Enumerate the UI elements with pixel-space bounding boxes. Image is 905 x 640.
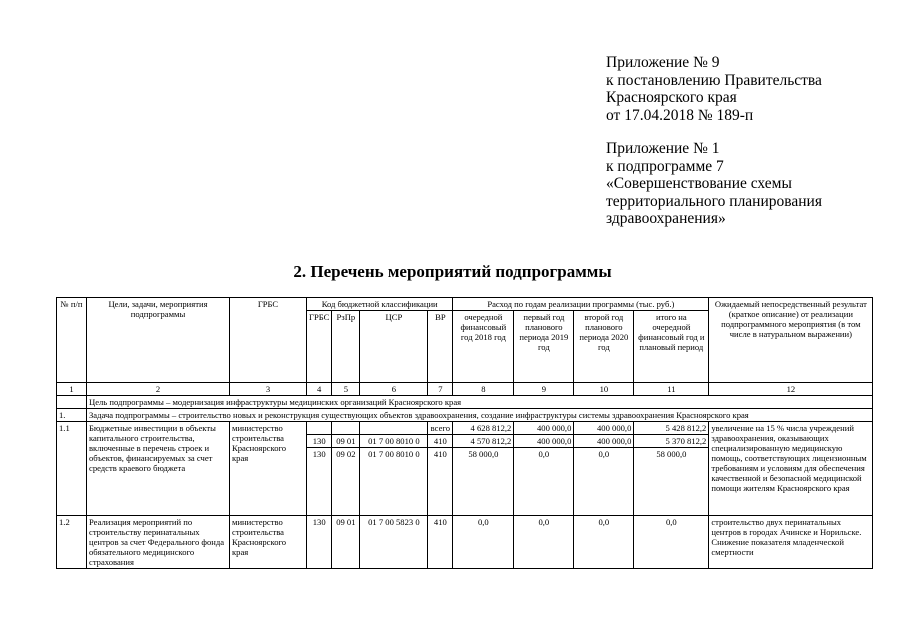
row-num: 1.1 <box>57 422 87 516</box>
header-code-rzpr: РзПр <box>332 311 360 383</box>
task-text: Задача подпрограммы – строительство новых и реконструкция существующих объектов здравоохранения, создание инфраструктуры системы здравоохранения Красноярского края <box>87 409 873 422</box>
column-number: 1 <box>57 383 87 396</box>
cell-vr: 410 <box>428 516 453 569</box>
appendix-9-header <box>606 54 822 124</box>
row-grbs: министерство строительства Красноярского края <box>230 516 307 569</box>
appendix-line: «Совершенствование схемы <box>606 175 792 192</box>
cell-total: 5 428 812,2 <box>634 422 709 435</box>
header-code-group: Код бюджетной классификации <box>307 298 453 311</box>
result-text: строительство двух перинатальных центров в городах Ачинске и Норильске. <box>711 517 862 537</box>
header-code-csr: ЦСР <box>360 311 428 383</box>
cell-code-grbs: 130 <box>307 516 332 569</box>
appendix-line: к подпрограмме 7 <box>606 157 724 175</box>
cell-2019: 0,0 <box>514 448 574 516</box>
appendix-line: Приложение № 9 <box>606 54 720 71</box>
cell-rzpr: 09 02 <box>332 448 360 516</box>
cell-vr: 410 <box>428 448 453 516</box>
appendix-line: территориального планирования <box>606 192 822 210</box>
row-grbs: министерство строительства Красноярского края <box>230 422 307 516</box>
column-number: 2 <box>87 383 230 396</box>
task-num: 1. <box>57 409 87 422</box>
appendix-line: от 17.04.2018 № 189-п <box>606 106 754 124</box>
cell-2020: 0,0 <box>574 516 634 569</box>
row-text: Реализация мероприятий по строительству перинатальных центров за счет Федерального фонда обязательного медицинского страхования <box>87 516 230 569</box>
column-number-row <box>57 383 873 396</box>
cell-2018: 58 000,0 <box>453 448 514 516</box>
header-grbs: ГРБС <box>230 298 307 383</box>
column-number: 4 <box>307 383 332 396</box>
cell-csr: 01 7 00 5823 0 <box>360 516 428 569</box>
cell-code-grbs: 130 <box>307 448 332 516</box>
header-exp-2019: первый год планового периода 2019 год <box>514 311 574 383</box>
appendix-line: к постановлению Правительства <box>606 71 822 89</box>
table-row <box>57 516 873 569</box>
header-code-vr: ВР <box>428 311 453 383</box>
appendix-line: Красноярского края <box>606 89 737 106</box>
task-row <box>57 409 873 422</box>
column-number: 7 <box>428 383 453 396</box>
cell-code-grbs: 130 <box>307 435 332 448</box>
row-result <box>709 516 873 569</box>
cell-2018: 4 628 812,2 <box>453 422 514 435</box>
cell-csr: 01 7 00 8010 0 <box>360 435 428 448</box>
cell-rzpr: 09 01 <box>332 516 360 569</box>
table-row <box>57 422 873 435</box>
cell-vr: всего <box>428 422 453 435</box>
cell-2020: 400 000,0 <box>574 422 634 435</box>
column-number: 9 <box>514 383 574 396</box>
column-number: 11 <box>634 383 709 396</box>
row-text: Бюджетные инвестиции в объекты капитального строительства, включенные в перечень строек и объектов, финансируемых за счет средств краевого бюджета <box>87 422 230 516</box>
header-exp-2018: очередной финансовый год 2018 год <box>453 311 514 383</box>
cell-2018: 0,0 <box>453 516 514 569</box>
cell-rzpr <box>332 422 360 435</box>
column-number: 8 <box>453 383 514 396</box>
cell-total: 58 000,0 <box>634 448 709 516</box>
cell-csr: 01 7 00 8010 0 <box>360 448 428 516</box>
header-result: Ожидаемый непосредственный результат (краткое описание) от реализации подпрограммного мероприятия (в том числе в натуральном выражении) <box>709 298 873 383</box>
cell-total: 5 370 812,2 <box>634 435 709 448</box>
header-code-grbs: ГРБС <box>307 311 332 383</box>
cell-2020: 400 000,0 <box>574 435 634 448</box>
column-number: 3 <box>230 383 307 396</box>
header-expense-group: Расход по годам реализации программы (тыс. руб.) <box>453 298 709 311</box>
cell-2019: 0,0 <box>514 516 574 569</box>
cell-2018: 4 570 812,2 <box>453 435 514 448</box>
goal-row <box>57 396 873 409</box>
appendix-line: Приложение № 1 <box>606 140 720 157</box>
cell-2019: 400 000,0 <box>514 422 574 435</box>
goal-text: Цель подпрограммы – модернизация инфраструктуры медицинских организаций Красноярского края <box>87 396 873 409</box>
column-number: 6 <box>360 383 428 396</box>
row-result: увеличение на 15 % числа учреждений здравоохранения, оказывающих специализированную медицинскую помощь, соответствующих лицензионным требованиям и условиям для обеспечения качественной и безопасной медицинской помощи жителям Красноярского края <box>709 422 873 516</box>
column-number: 10 <box>574 383 634 396</box>
column-number: 5 <box>332 383 360 396</box>
header-goals: Цели, задачи, мероприятия подпрограммы <box>87 298 230 383</box>
cell-code-grbs <box>307 422 332 435</box>
cell-total: 0,0 <box>634 516 709 569</box>
cell-vr: 410 <box>428 435 453 448</box>
appendix-line: здравоохранения» <box>606 210 726 227</box>
measures-table <box>56 297 873 569</box>
cell-2019: 400 000,0 <box>514 435 574 448</box>
cell-rzpr: 09 01 <box>332 435 360 448</box>
appendix-1-header <box>606 140 822 228</box>
page-title: 2. Перечень мероприятий подпрограммы <box>293 262 612 281</box>
column-number: 12 <box>709 383 873 396</box>
row-num: 1.2 <box>57 516 87 569</box>
header-exp-2020: второй год планового периода 2020 год <box>574 311 634 383</box>
result-text: Снижение показателя младенческой смертности <box>711 537 844 557</box>
header-exp-total: итого на очередной финансовый год и плановый период <box>634 311 709 383</box>
header-num: № п/п <box>57 298 87 383</box>
cell-csr <box>360 422 428 435</box>
cell-2020: 0,0 <box>574 448 634 516</box>
